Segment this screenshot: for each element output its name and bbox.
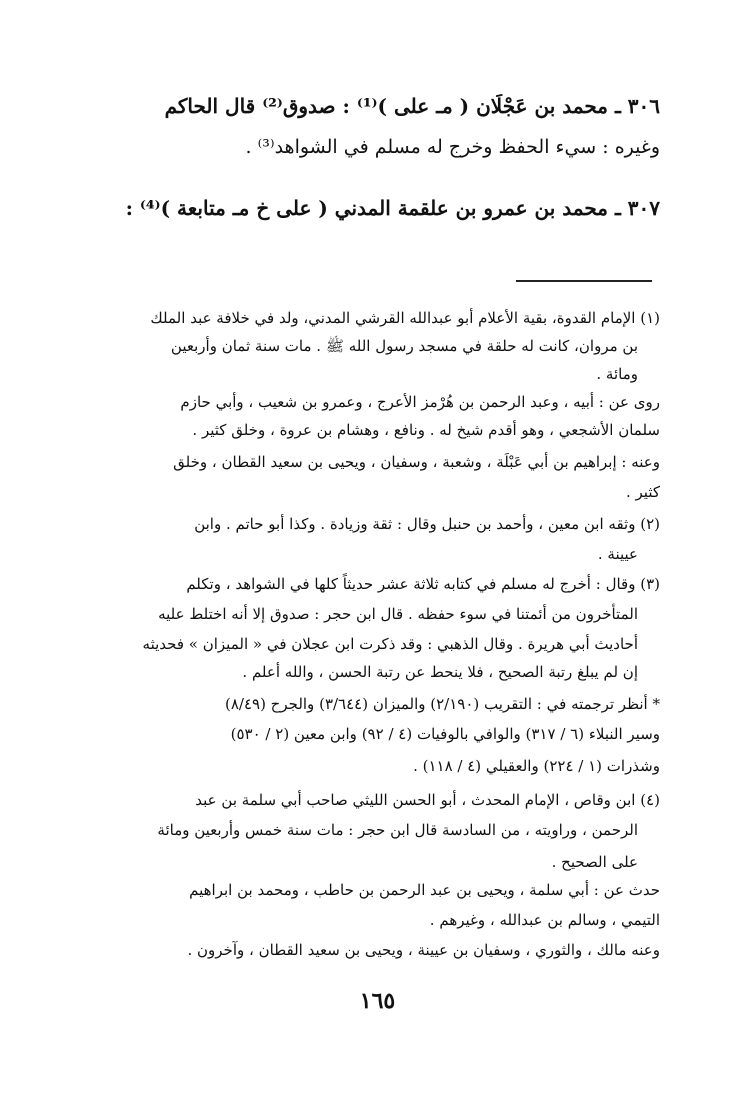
footnote-line: كثير . <box>625 483 660 501</box>
footnote-line: (٤) ابن وقاص ، الإمام المحدث ، أبو الحسن الليثي صاحب أبي سلمة بن عبد <box>195 791 660 809</box>
entry-307-line-1: ٣٠٧ ـ محمد بن عمرو بن علقمة المدني ( على خ مـ متابعة )⁽⁴⁾ : <box>125 196 660 220</box>
footnote-line: أحاديث أبي هريرة . وقال الذهبي : وقد ذكرت ابن عجلان في « الميزان » فحديثه <box>142 635 638 653</box>
footnote-line: ومائة . <box>596 365 638 383</box>
footnote-line: وعنه مالك ، والثوري ، وسفيان بن عيينة ، ويحيى بن سعيد القطان ، وآخرون . <box>187 941 660 959</box>
footnote-line: عيينة . <box>597 545 638 563</box>
footnote-line: الرحمن ، وراويته ، من السادسة قال ابن حجر : مات سنة خمس وأربعين ومائة <box>157 821 638 839</box>
footnote-line: المتأخرون من أئمتنا في سوء حفظه . قال ابن حجر : صدوق إلا أنه اختلط عليه <box>158 605 638 623</box>
footnote-line: على الصحيح . <box>551 853 638 871</box>
footnote-separator <box>516 280 652 282</box>
footnote-line: (٣) وقال : أخرج له مسلم في كتابه ثلاثة عشر حديثاً كلها في الشواهد ، وتكلم <box>186 575 660 593</box>
footnote-line: حدث عن : أبي سلمة ، ويحيى بن عبد الرحمن بن حاطب ، ومحمد بن ابراهيم <box>189 881 660 899</box>
footnote-line: روى عن : أبيه ، وعبد الرحمن بن هُرْمز الأعرج ، وعمرو بن شعيب ، وأبي حازم <box>180 393 660 411</box>
footnote-line: وعنه : إبراهيم بن أبي عَبْلَة ، وشعبة ، وسفيان ، ويحيى بن سعيد القطان ، وخلق <box>173 453 660 471</box>
page-number: ١٦٥ <box>359 988 396 1014</box>
footnote-line: التيمي ، وسالم بن عبدالله ، وغيرهم . <box>429 911 660 929</box>
footnote-line: إن لم يبلغ رتبة الصحيح ، فلا ينحط عن رتبة الحسن ، والله أعلم . <box>242 663 638 681</box>
footnote-line: وشذرات (١ / ٢٢٤) والعقيلي (٤ / ١١٨) . <box>413 757 660 775</box>
entry-306-line-2: وغيره : سيء الحفظ وخرج له مسلم في الشواهد⁽³⁾ . <box>245 136 660 158</box>
footnote-line: * أنظر ترجمته في : التقريب (٢/١٩٠) والميزان (٣/٦٤٤) والجرح (٨/٤٩) <box>224 695 660 713</box>
footnote-line: (٢) وثقه ابن معين ، وأحمد بن حنبل وقال : ثقة وزيادة . وكذا أبو حاتم . وابن <box>194 515 660 533</box>
footnote-line: وسير النبلاء (٦ / ٣١٧) والوافي بالوفيات (٤ / ٩٢) وابن معين (٢ / ٥٣٠) <box>230 725 660 743</box>
footnote-line: بن مروان، كانت له حلقة في مسجد رسول الله ﷺ . مات سنة ثمان وأربعين <box>170 337 638 355</box>
footnote-line: (١) الإمام القدوة، بقية الأعلام أبو عبدالله القرشي المدني، ولد في خلافة عبد الملك <box>150 309 660 327</box>
entry-306-line-1: ٣٠٦ ـ محمد بن عَجْلَان ( مـ على )⁽¹⁾ : صدوق⁽²⁾ قال الحاكم <box>164 94 660 118</box>
footnote-line: سلمان الأشجعي ، وهو أقدم شيخ له . ونافع ، وهشام بن عروة ، وخلق كثير . <box>192 421 660 439</box>
